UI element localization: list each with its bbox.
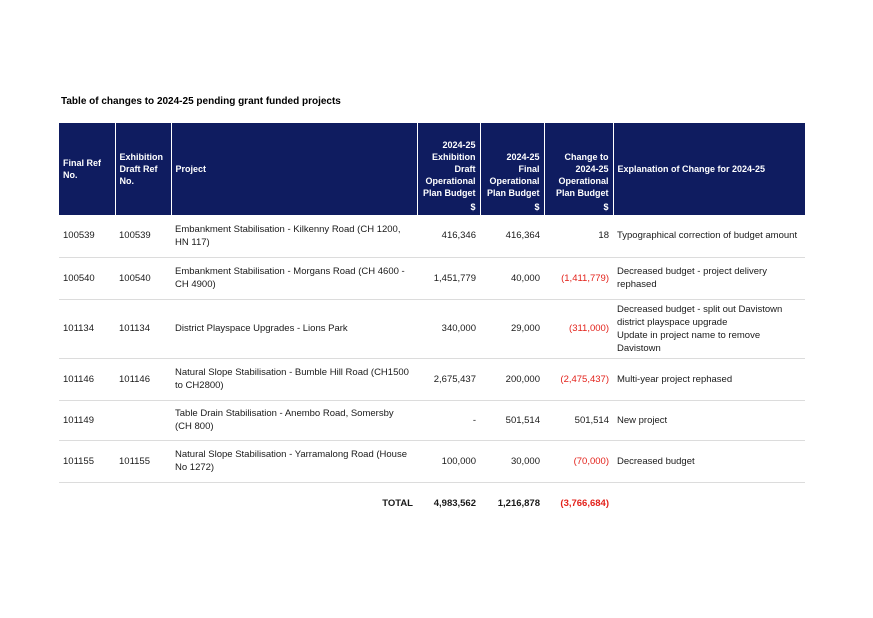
explanation-line: Decreased budget - split out Davistown district playspace upgrade	[617, 303, 783, 328]
cell-exhibition-ref	[115, 400, 171, 440]
total-explanation-empty	[613, 482, 805, 513]
cell-project: Natural Slope Stabilisation - Yarramalong Road (House No 1272)	[171, 440, 417, 482]
header-exhibition-ref: Exhibition Draft Ref No.	[115, 123, 171, 215]
cell-project: Natural Slope Stabilisation - Bumble Hill Road (CH1500 to CH2800)	[171, 358, 417, 400]
total-row	[59, 482, 805, 513]
total-final-budget: 1,216,878	[497, 497, 540, 509]
cell-project: Embankment Stabilisation - Morgans Road (CH 4600 - CH 4900)	[171, 257, 417, 299]
cell-final-budget: 501,514	[480, 400, 544, 440]
header-final-budget	[480, 123, 544, 215]
cell-draft-budget: 416,346	[417, 215, 480, 257]
table-row	[59, 215, 805, 257]
cell-final-budget: 416,364	[480, 215, 544, 257]
header-draft-currency: $	[470, 202, 476, 212]
cell-explanation: New project	[613, 400, 805, 440]
header-change	[544, 123, 613, 215]
header-final-currency: $	[534, 202, 540, 212]
cell-explanation: Decreased budget - project delivery rephased	[613, 257, 805, 299]
cell-draft-budget: 100,000	[417, 440, 480, 482]
cell-exhibition-ref: 101155	[115, 440, 171, 482]
cell-change: (2,475,437)	[544, 358, 613, 400]
table-row	[59, 440, 805, 482]
cell-change: (1,411,779)	[544, 257, 613, 299]
cell-change: (70,000)	[544, 440, 613, 482]
table-row	[59, 400, 805, 440]
cell-final-ref: 101146	[59, 358, 115, 400]
cell-exhibition-ref: 101146	[115, 358, 171, 400]
cell-explanation: Typographical correction of budget amount	[613, 215, 805, 257]
table-row	[59, 358, 805, 400]
cell-draft-budget: 1,451,779	[417, 257, 480, 299]
header-draft-budget	[417, 123, 480, 215]
cell-change: (311,000)	[544, 299, 613, 358]
total-draft-budget: 4,983,562	[433, 497, 476, 509]
cell-exhibition-ref: 101134	[115, 299, 171, 358]
cell-exhibition-ref: 100539	[115, 215, 171, 257]
grant-projects-table	[59, 123, 805, 513]
header-draft-budget-label: 2024-25 Exhibition Draft Operational Plan Budget	[422, 140, 476, 198]
cell-exhibition-ref: 100540	[115, 257, 171, 299]
header-row	[59, 123, 805, 215]
cell-change: 501,514	[544, 400, 613, 440]
cell-final-ref: 101134	[59, 299, 115, 358]
cell-final-ref: 101155	[59, 440, 115, 482]
explanation-line: Update in project name to remove Davistown	[617, 329, 761, 354]
header-project: Project	[171, 123, 417, 215]
cell-explanation	[613, 299, 805, 358]
header-final-ref: Final Ref No.	[59, 123, 115, 215]
cell-project: Table Drain Stabilisation - Anembo Road, Somersby (CH 800)	[171, 400, 417, 440]
cell-final-ref: 100539	[59, 215, 115, 257]
header-final-budget-label: 2024-25 Final Operational Plan Budget	[486, 152, 540, 198]
cell-final-ref: 100540	[59, 257, 115, 299]
cell-explanation: Decreased budget	[613, 440, 805, 482]
header-change-currency: $	[603, 202, 609, 212]
cell-final-budget: 29,000	[480, 299, 544, 358]
cell-final-budget: 30,000	[480, 440, 544, 482]
cell-final-budget: 200,000	[480, 358, 544, 400]
cell-draft-budget: 340,000	[417, 299, 480, 358]
total-label: TOTAL	[382, 497, 413, 509]
cell-final-budget: 40,000	[480, 257, 544, 299]
cell-project: District Playspace Upgrades - Lions Park	[171, 299, 417, 358]
cell-change: 18	[544, 215, 613, 257]
table-row	[59, 299, 805, 358]
cell-draft-budget: 2,675,437	[417, 358, 480, 400]
cell-explanation: Multi-year project rephased	[613, 358, 805, 400]
header-explanation: Explanation of Change for 2024-25	[613, 123, 805, 215]
table-row	[59, 257, 805, 299]
cell-final-ref: 101149	[59, 400, 115, 440]
total-change: (3,766,684)	[560, 497, 609, 509]
cell-project: Embankment Stabilisation - Kilkenny Road (CH 1200, HN 117)	[171, 215, 417, 257]
cell-draft-budget: -	[417, 400, 480, 440]
table-title: Table of changes to 2024-25 pending grant funded projects	[61, 96, 341, 107]
header-change-label: Change to 2024-25 Operational Plan Budget	[555, 152, 609, 198]
